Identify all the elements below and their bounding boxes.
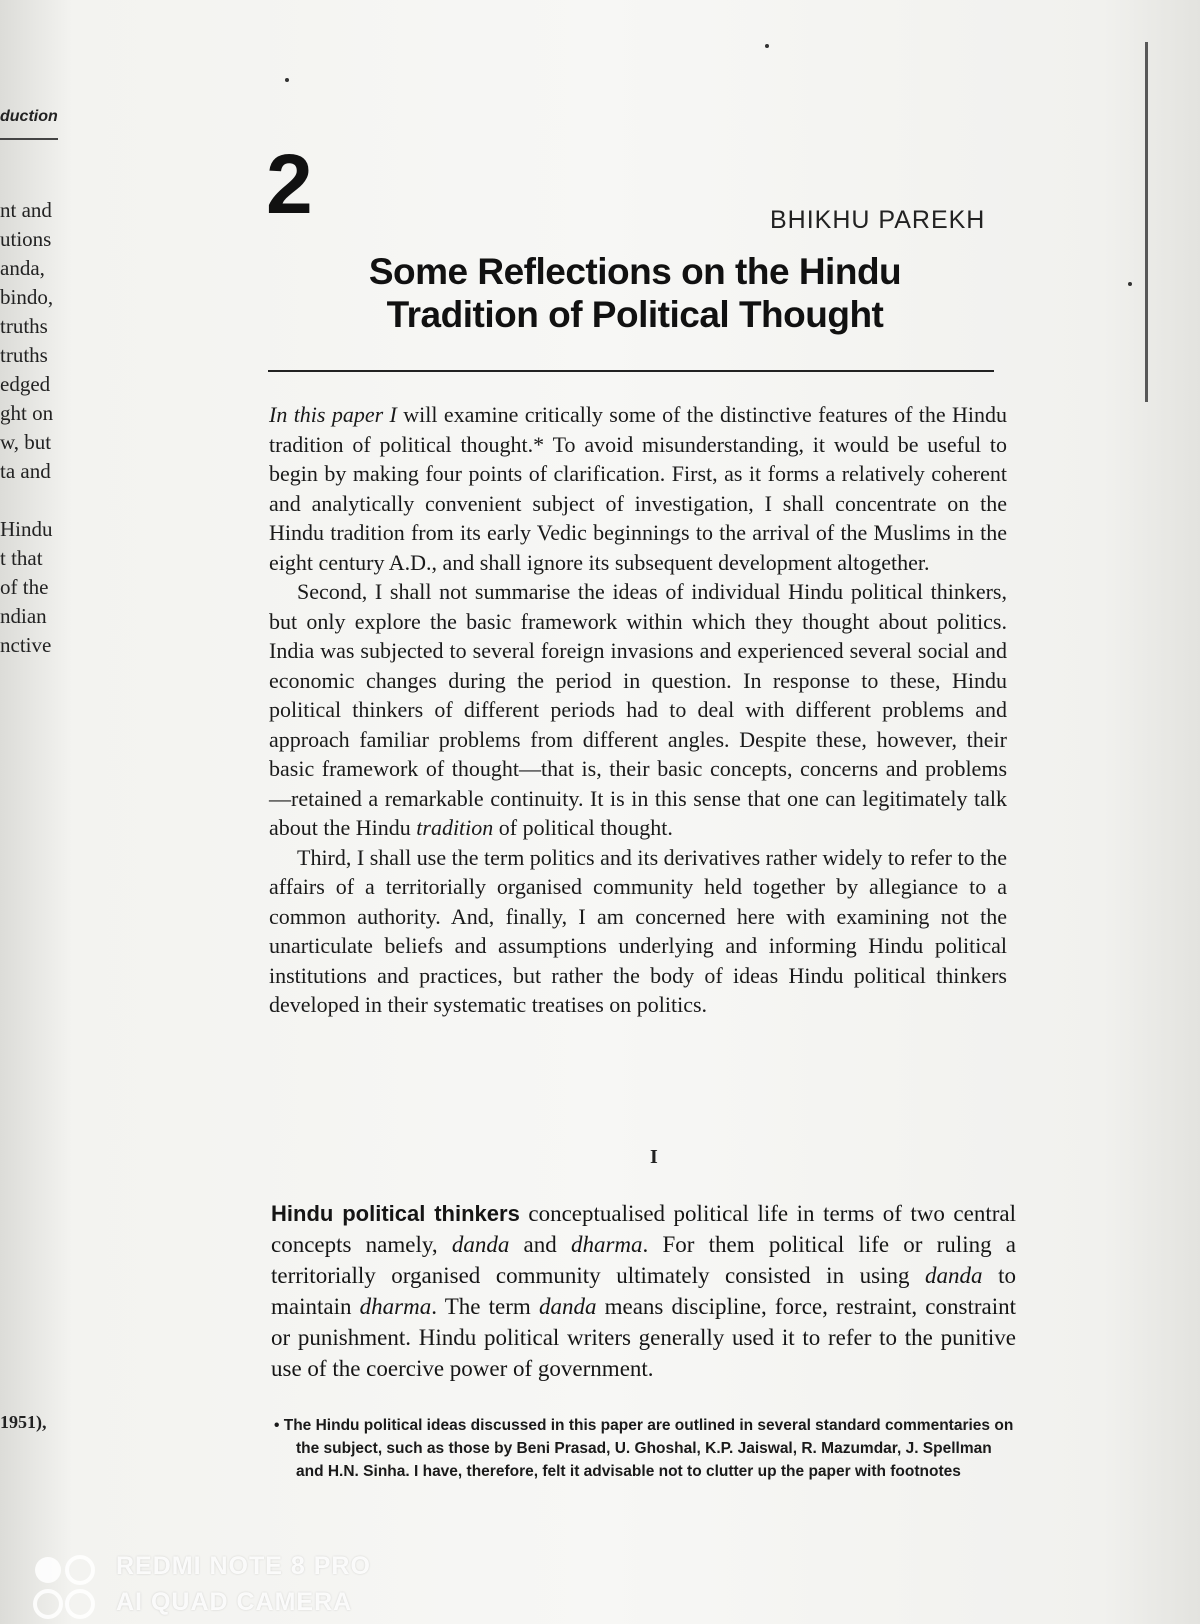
camera-lens-icon xyxy=(30,1552,100,1622)
paragraph-1 xyxy=(269,400,1007,577)
previous-line: w, but xyxy=(0,430,52,454)
paragraph-2-text: Second, I shall not summarise the ideas of individual Hindu political thinkers, but only explore the basic framework within which they thought about politics. India was subjected to several foreign invasions and experienced several social and economic changes during the period in question. In response to these, Hindu political thinkers of different periods had to deal with different problems and approach familiar problems from different angles. Despite these, however, their basic framework of thought—that is, their basic concepts, concerns and problems—retained a remarkable continuity. It is in this sense that one can legitimately talk about the Hindu xyxy=(269,579,1007,840)
section-term: danda xyxy=(538,1294,597,1319)
section-text-run: conceptualised political life in terms of two central concepts namely, xyxy=(271,1201,1016,1257)
paragraph-2-end: of political thought. xyxy=(493,815,673,840)
previous-line: ta and xyxy=(0,459,51,483)
previous-line: bindo, xyxy=(0,285,54,309)
footnote: • The Hindu political ideas discussed in this paper are outlined in several standard commentaries on the subject, such as those by Beni Prasad, U. Ghoshal, K.P. Jaiswal, R. Mazumdar, J. Spellman and H.N. Sinha. I have, therefore, felt it advisable not to clutter up the paper with footnotes xyxy=(274,1417,1014,1480)
section-paragraph xyxy=(271,1198,1016,1384)
previous-page-header: duction xyxy=(0,108,58,125)
previous-page-rule xyxy=(0,138,58,140)
section-text-run: . For them political life or ruling a territorially organised community ultimately consisted in using xyxy=(271,1232,1016,1288)
previous-line-gap xyxy=(0,486,53,515)
previous-line: edged xyxy=(0,372,51,396)
previous-page-footnote-fragment: 1951), xyxy=(0,1412,47,1432)
paragraph-1-text: will examine critically some of the distinctive features of the Hindu tradition of political thought.* To avoid misunderstanding, it would be useful to begin by making four points of clarification. First, as it forms a relatively coherent and analytically convenient subject of investigation, I shall concentrate on the Hindu tradition from its early Vedic beginnings to the arrival of the Muslims in the eight century A.D., and shall ignore its subsequent development altogether. xyxy=(269,402,1008,575)
section-text-run: means discipline, force, restraint, constraint or punishment. Hindu political writers generally used it to refer to the punitive use of the coercive power of government. xyxy=(271,1294,1016,1381)
speck xyxy=(285,78,289,82)
speck xyxy=(765,44,769,48)
watermark-device: REDMI NOTE 8 PRO xyxy=(116,1552,371,1580)
section-term: danda xyxy=(451,1232,510,1257)
previous-line: of the xyxy=(0,575,49,599)
previous-line: nt and xyxy=(0,198,52,222)
section-text-run: to maintain xyxy=(271,1263,1017,1319)
paragraph-2 xyxy=(269,577,1007,843)
speck xyxy=(1128,282,1132,286)
previous-line: ndian xyxy=(0,604,47,628)
previous-page-lines xyxy=(0,196,53,660)
previous-line: truths xyxy=(0,343,48,367)
body-text xyxy=(269,400,1007,1020)
previous-line: truths xyxy=(0,314,48,338)
previous-line: ght on xyxy=(0,401,54,425)
section-term: dharma xyxy=(570,1232,643,1257)
chapter-number: 2 xyxy=(266,137,313,231)
section-term: danda xyxy=(925,1263,983,1288)
paragraph-2-italic: tradition xyxy=(416,815,494,840)
section-number: I xyxy=(650,1146,658,1168)
page-edge-line xyxy=(1145,42,1148,402)
chapter-title xyxy=(330,250,940,336)
chapter-title-line-2: Tradition of Political Thought xyxy=(386,294,884,335)
watermark-camera: AI QUAD CAMERA xyxy=(116,1588,353,1616)
paragraph-1-lead: In this paper I xyxy=(269,402,397,427)
section-term: dharma xyxy=(359,1294,432,1319)
chapter-title-line-1: Some Reflections on the Hindu xyxy=(368,251,902,292)
previous-line: anda, xyxy=(0,256,45,280)
previous-line: utions xyxy=(0,227,52,251)
previous-line: t that xyxy=(0,546,43,570)
title-rule xyxy=(268,370,994,372)
camera-watermark xyxy=(30,1548,410,1624)
author-name: BHIKHU PAREKH xyxy=(770,206,986,234)
previous-line: Hindu xyxy=(0,517,53,541)
section-text-run: . The term xyxy=(431,1294,539,1319)
paragraph-3: Third, I shall use the term politics and its derivatives rather widely to refer to the affairs of a territorially organised community held together by allegiance to a common authority. And, finally, I am concerned here with examining not the unarticulate beliefs and assumptions underlying and informing Hindu political institutions and practices, but rather the body of ideas Hindu political thinkers developed in their systematic treatises on politics. xyxy=(269,844,1007,1017)
previous-line: nctive xyxy=(0,633,52,657)
section-text-run: and xyxy=(509,1232,571,1257)
section-lead: Hindu political thinkers xyxy=(271,1201,520,1226)
previous-page-margin xyxy=(0,0,70,1624)
